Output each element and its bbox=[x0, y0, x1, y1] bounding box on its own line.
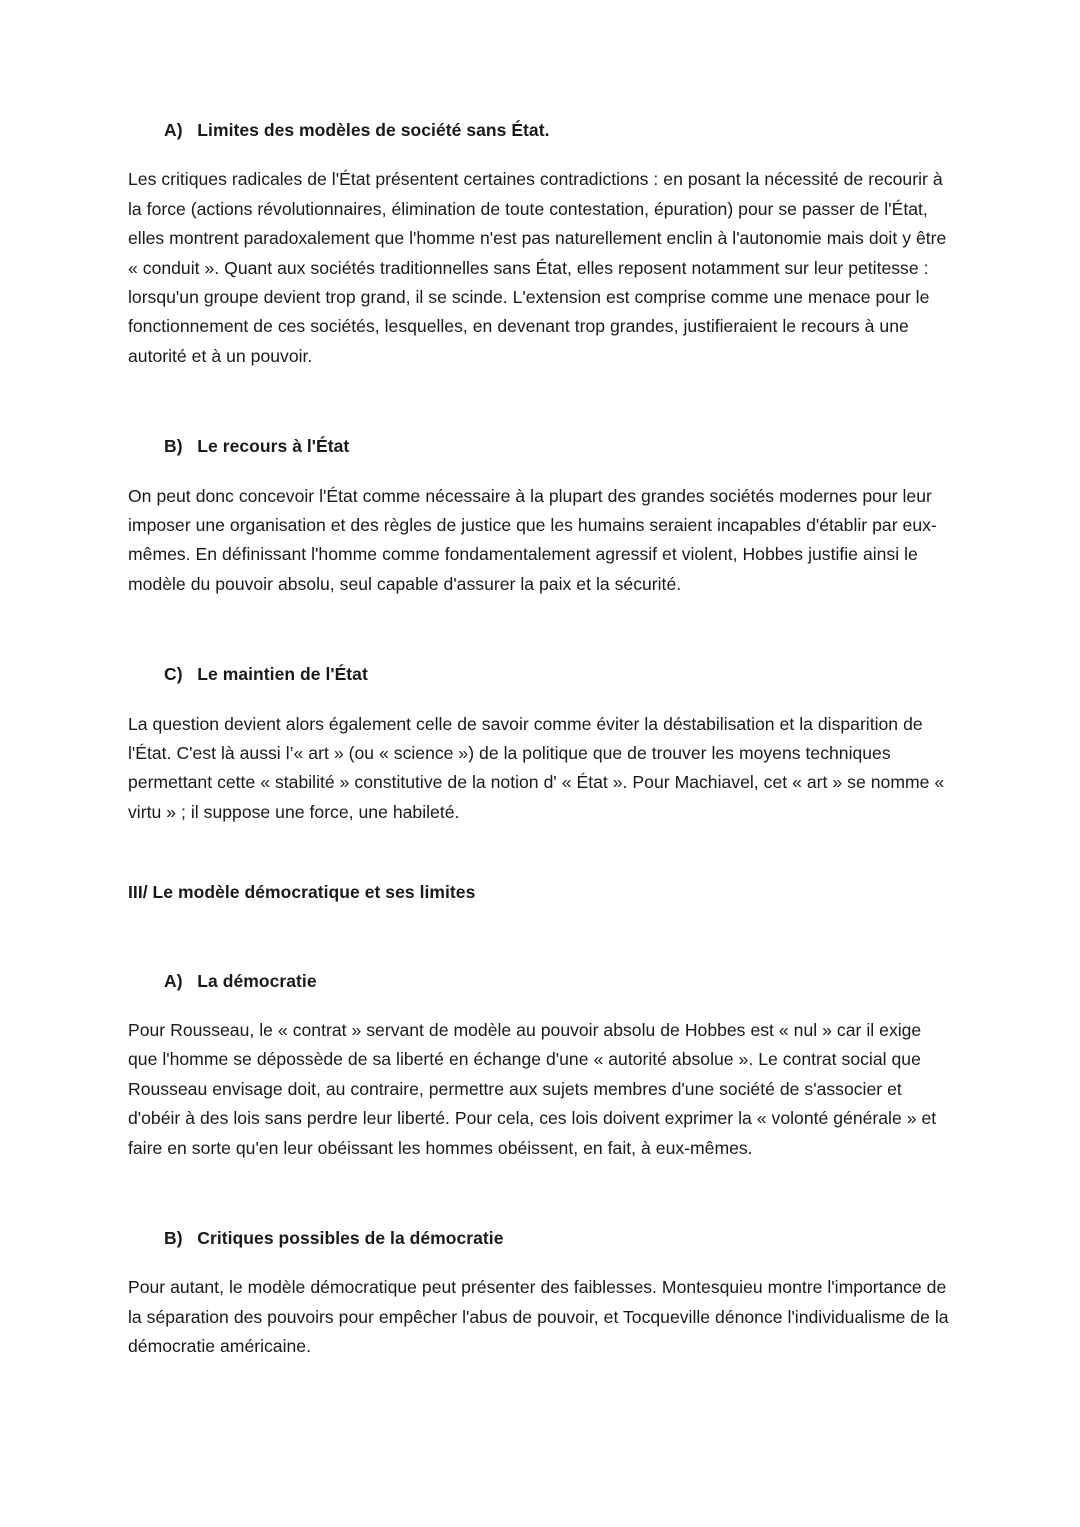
heading-section-a-limites: A) Limites des modèles de société sans État. bbox=[164, 120, 550, 140]
spacer bbox=[128, 1163, 952, 1226]
heading-section-b-recours-etat: B) Le recours à l'État bbox=[164, 436, 350, 457]
paragraph-recours-etat: On peut donc concevoir l'État comme nécessaire à la plupart des grandes sociétés modernes pour leur imposer une organisation et des règles de justice que les humains seraient incapables d'établir par eux-mêmes. En définissant l'homme comme fondamentalement agressif et violent, Hobbes justifie ainsi le modèle du pouvoir absolu, seul capable d'assurer la paix et la sécurité. bbox=[128, 485, 937, 594]
spacer bbox=[128, 906, 952, 969]
spacer bbox=[128, 688, 952, 710]
spacer bbox=[128, 371, 952, 434]
paragraph-maintien-etat: La question devient alors également celle de savoir comme éviter la déstabilisation et la disparition de l'État. C'est là aussi l’« art » (ou « science ») de la politique que de trouver les moyens techniques permettant cette « stabilité » constitutive de la notion d' « État ». Pour Machiavel, cet « art » se nomme « virtu » ; il suppose une force, une habileté. bbox=[128, 713, 945, 822]
paragraph-critiques-democratie: Pour autant, le modèle démocratique peut présenter des faiblesses. Montesquieu montre l'importance de la séparation des pouvoirs pour empêcher l'abus de pouvoir, et Tocqueville dénonce l'individualisme de la démocratie américaine. bbox=[128, 1277, 949, 1357]
heading-part-three-modele-democratique: III/ Le modèle démocratique et ses limites bbox=[128, 882, 476, 903]
paragraph-limites-modeles: Les critiques radicales de l'État présentent certaines contradictions : en posant la nécessité de recourir à la force (actions révolutionnaires, élimination de toute contestation, épuration) pour se passer de l'État, elles montrent paradoxalement que l'homme n'est pas naturellement enclin à l'autonomie mais doit y être « conduit ». Quant aux sociétés traditionnelles sans État, elles reposent notamment sur leur petitesse : lorsqu'un groupe devient trop grand, il se scinde. L'extension est comprise comme une menace pour le fonctionnement de ces sociétés, lesquelles, en devenant trop grandes, justifieraient le recours à une autorité et à un pouvoir. bbox=[128, 169, 947, 366]
document-content bbox=[128, 118, 952, 1362]
heading-section-c-maintien-etat: C) Le maintien de l'État bbox=[164, 664, 368, 685]
heading-section-a-democratie: A) La démocratie bbox=[164, 970, 317, 991]
spacer bbox=[128, 460, 952, 482]
spacer bbox=[128, 599, 952, 662]
spacer bbox=[128, 994, 952, 1016]
spacer bbox=[128, 143, 952, 165]
heading-section-b-critiques-democratie: B) Critiques possibles de la démocratie bbox=[164, 1228, 504, 1248]
paragraph-democratie-rousseau: Pour Rousseau, le « contrat » servant de modèle au pouvoir absolu de Hobbes est « nul » car il exige que l'homme se dépossède de sa liberté en échange d'une « autorité absolue ». Le contrat social que Rousseau envisage doit, au contraire, permettre aux sujets membres d'une société de s'associer et d'obéir à des lois sans perdre leur liberté. Pour cela, ces lois doivent exprimer la « volonté générale » et faire en sorte qu'en leur obéissant les hommes obéissent, en fait, à eux-mêmes. bbox=[128, 1019, 937, 1158]
spacer bbox=[128, 827, 952, 880]
spacer bbox=[128, 1251, 952, 1273]
